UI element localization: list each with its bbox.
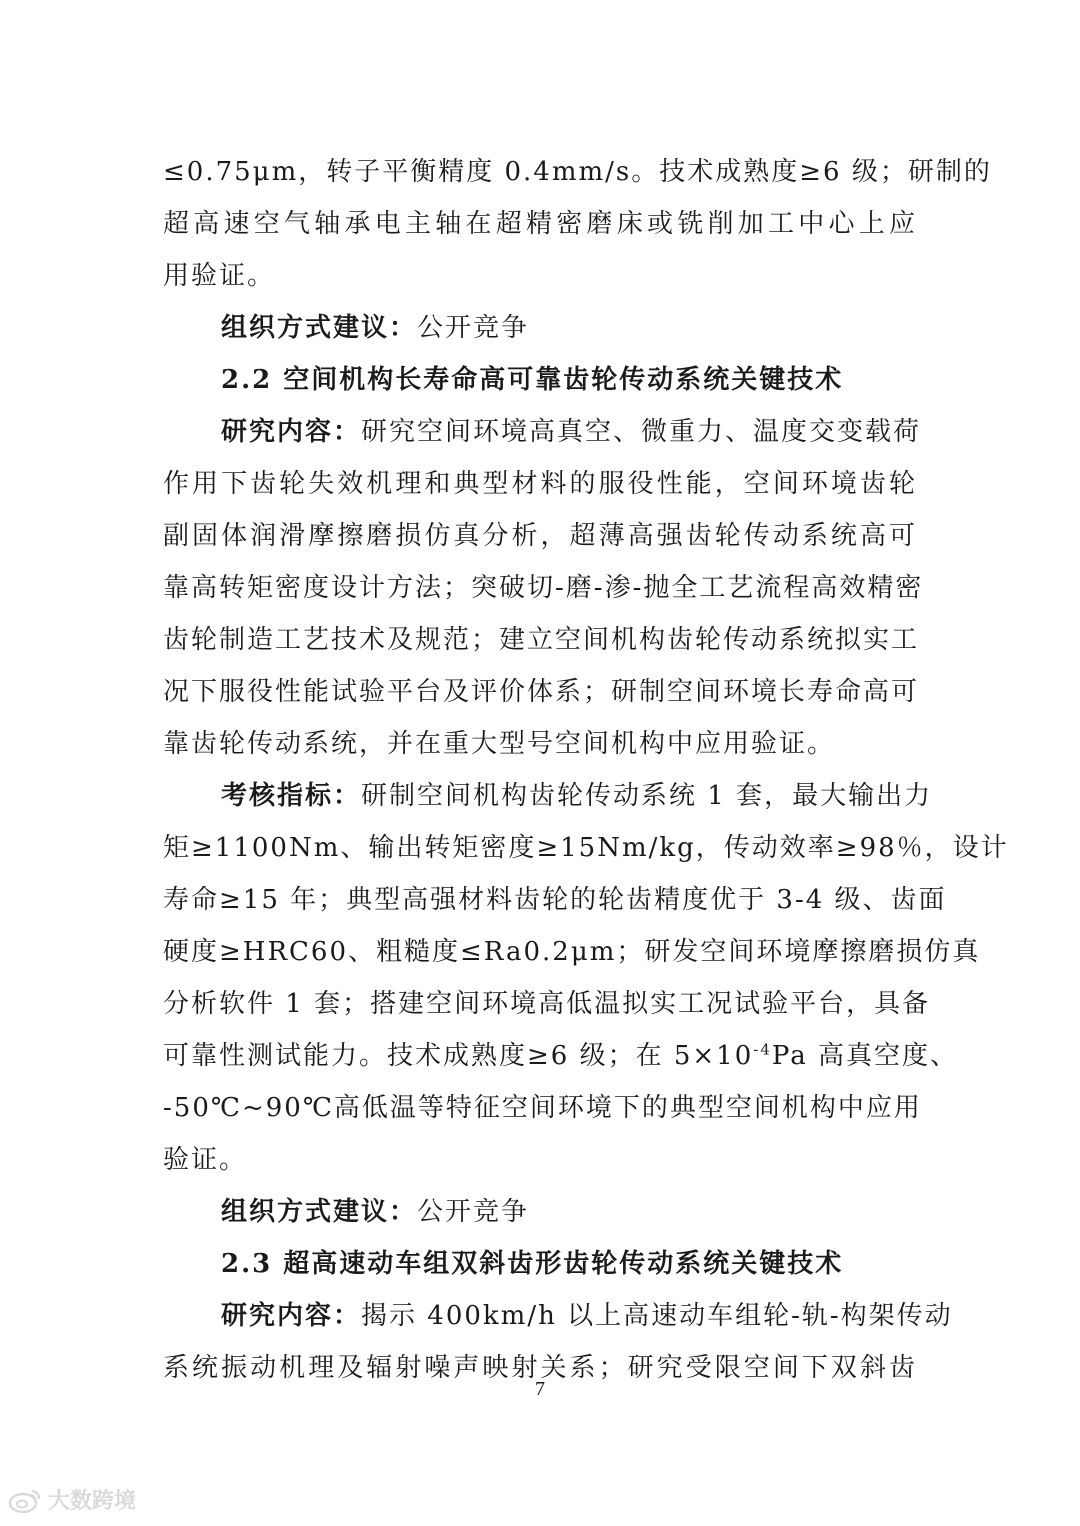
text-line: 齿轮制造工艺技术及规范；建立空间机构齿轮传动系统拟实工 — [163, 625, 920, 655]
assessment-line — [163, 770, 933, 822]
text-line: 分析软件 1 套；搭建空间环境高低温拟实工况试验平台，具备 — [163, 989, 931, 1019]
research-content-line — [163, 1290, 953, 1342]
text-line: 硬度≥HRC60、粗糙度≤Ra0.2μm；研发空间环境摩擦磨损仿真 — [163, 937, 981, 967]
text-line: ≤0.75μm，转子平衡精度 0.4mm/s。技术成熟度≥6 级；研制的 — [163, 157, 992, 187]
research-content-text: 揭示 400km/h 以上高速动车组轮-轨-构架传动 — [361, 1301, 953, 1331]
text-line — [163, 1030, 958, 1082]
text-line: 验证。 — [163, 1145, 248, 1175]
text-line: 矩≥1100Nm、输出转矩密度≥15Nm/kg，传动效率≥98％，设计 — [163, 833, 1009, 863]
page-number: 7 — [535, 1378, 545, 1400]
text-line: 况下服役性能试验平台及评价体系；研制空间环境长寿命高可 — [163, 677, 920, 707]
exponent: -4 — [753, 1040, 772, 1059]
text-line: 靠齿轮传动系统，并在重大型号空间机构中应用验证。 — [163, 729, 836, 759]
org-method-paragraph — [163, 1186, 917, 1238]
body-text — [163, 146, 1009, 1394]
section-heading-2-3: 2.3 超高速动车组双斜齿形齿轮传动系统关键技术 — [221, 1249, 844, 1279]
text-line: 系统振动机理及辐射噪声映射关系；研究受限空间下双斜齿 — [163, 1353, 917, 1383]
research-content-label: 研究内容： — [221, 1301, 362, 1331]
weibo-logo-icon — [8, 1487, 42, 1513]
text-line: 用验证。 — [163, 261, 276, 291]
assessment-label: 考核指标： — [221, 781, 362, 811]
assessment-text: 研制空间机构齿轮传动系统 1 套，最大输出力 — [361, 781, 933, 811]
text-line: 寿命≥15 年；典型高强材料齿轮的轮齿精度优于 3-4 级、齿面 — [163, 885, 947, 915]
research-content-label: 研究内容： — [221, 417, 362, 447]
watermark — [8, 1484, 136, 1515]
text-line: 超高速空气轴承电主轴在超精密磨床或铣削加工中心上应 — [163, 209, 917, 239]
text-line: 副固体润滑摩擦磨损仿真分析，超薄高强齿轮传动系统高可 — [163, 521, 917, 551]
research-content-text: 研究空间环境高真空、微重力、温度交变载荷 — [361, 417, 922, 447]
text-line: 作用下齿轮失效机理和典型材料的服役性能，空间环境齿轮 — [163, 469, 917, 499]
section-heading-2-2: 2.2 空间机构长寿命高可靠齿轮传动系统关键技术 — [221, 365, 844, 395]
watermark-text: 大数跨境 — [48, 1489, 137, 1514]
org-method-value: 公开竞争 — [417, 313, 530, 343]
org-method-paragraph — [163, 302, 917, 354]
org-method-label: 组织方式建议： — [221, 1197, 418, 1227]
org-method-label: 组织方式建议： — [221, 313, 418, 343]
text-segment: 可靠性测试能力。技术成熟度≥6 级；在 5×10 — [163, 1041, 754, 1071]
research-content-line — [163, 406, 922, 458]
text-segment: Pa 高真空度、 — [771, 1041, 958, 1071]
text-line: 靠高转矩密度设计方法；突破切-磨-渗-抛全工艺流程高效精密 — [163, 573, 924, 603]
org-method-value: 公开竞争 — [417, 1197, 530, 1227]
text-line: -50℃~90℃高低温等特征空间环境下的典型空间机构中应用 — [163, 1093, 922, 1123]
